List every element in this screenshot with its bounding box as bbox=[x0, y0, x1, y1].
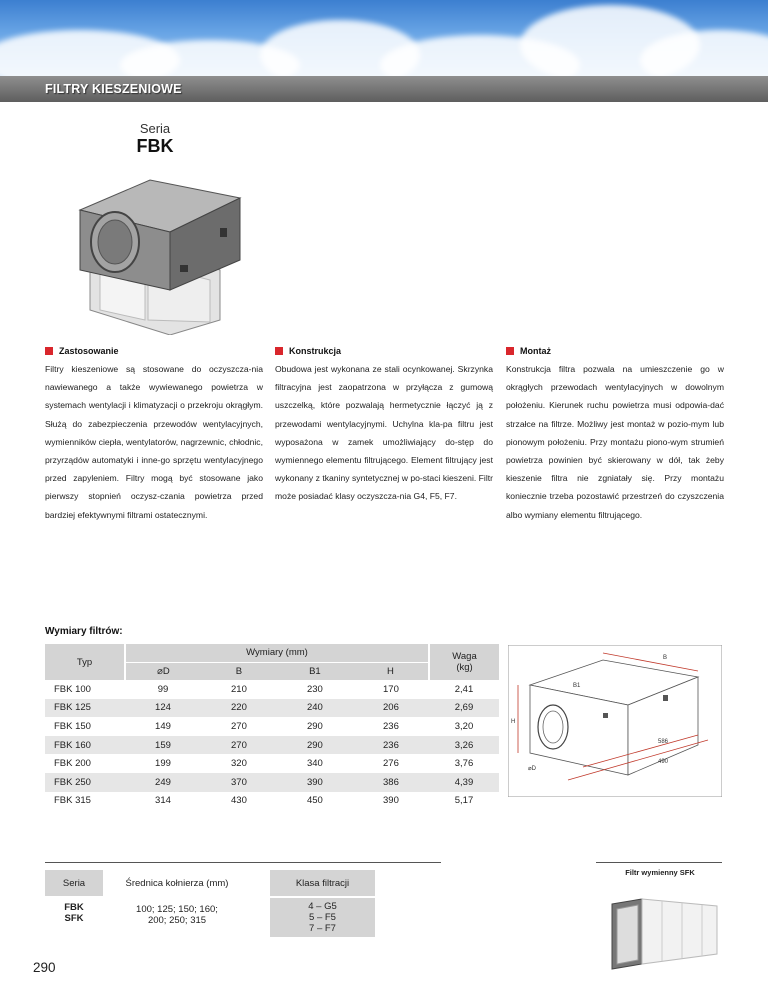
table-cell: 340 bbox=[306, 758, 323, 770]
section-text: Konstrukcja filtra pozwala na umieszczenie go w okrągłych przewodach wentylacyjnych w dowolnym położeniu. Kierunek ruchu powietrza musi odpowia-dać strzałce na filtrze. Możliwy jest montaż w pozio-mym lub pionowym położeniu. Przy montażu piono-wym strumień powietrza powinien być skierowany w dół, tak żeby kieszenie filtra nie zgniatały się. Przy montażu koniecznie trzeba pozostawić przestrzeń do czyszczenia albo wymiany elementu filtrującego. bbox=[506, 364, 724, 520]
table-row bbox=[45, 773, 499, 792]
section-heading-text: Montaż bbox=[520, 346, 551, 356]
section-title-bar bbox=[0, 76, 768, 102]
table-cell: 220 bbox=[201, 699, 277, 718]
table-cell: FBK 125 bbox=[45, 699, 125, 718]
info-class-value: 4 – G5 5 – F5 7 – F7 bbox=[270, 898, 375, 937]
table-cell: 4,39 bbox=[429, 773, 499, 792]
table-row bbox=[45, 699, 499, 718]
dimension-diagram bbox=[508, 645, 722, 797]
label-b1: B1 bbox=[573, 683, 581, 689]
red-square-icon bbox=[506, 347, 514, 355]
table-cell: FBK 315 bbox=[54, 795, 91, 807]
table-cell: 249 bbox=[125, 773, 201, 792]
table-row bbox=[45, 754, 499, 773]
table-cell: 276 bbox=[383, 758, 399, 770]
section-montaz bbox=[506, 346, 724, 524]
series-name: FBK bbox=[136, 136, 174, 156]
section-zastosowanie bbox=[45, 346, 263, 524]
table-cell: 206 bbox=[353, 699, 429, 718]
table-cell: 5,17 bbox=[454, 795, 474, 807]
table-cell: 3,20 bbox=[454, 720, 474, 732]
table-cell: FBK 160 bbox=[45, 736, 125, 755]
table-cell: 159 bbox=[125, 736, 201, 755]
column-header-b: B bbox=[201, 662, 277, 680]
table-cell: 290 bbox=[277, 736, 353, 755]
info-separator bbox=[45, 862, 441, 863]
info-diameter-value: 100; 125; 150; 160; 200; 250; 315 bbox=[136, 904, 218, 926]
table-cell: 236 bbox=[353, 736, 429, 755]
column-header-group: Wymiary (mm) bbox=[125, 644, 429, 662]
table-cell: 3,76 bbox=[454, 758, 474, 770]
info-header-class: Klasa filtracji bbox=[270, 870, 375, 896]
table-row bbox=[45, 717, 499, 736]
table-cell: 390 bbox=[277, 773, 353, 792]
section-heading-text: Konstrukcja bbox=[289, 346, 342, 356]
red-square-icon bbox=[275, 347, 283, 355]
table-cell: 450 bbox=[306, 795, 323, 807]
table-cell: 290 bbox=[306, 720, 323, 732]
table-cell: FBK 200 bbox=[54, 758, 91, 770]
product-photo bbox=[60, 170, 260, 335]
dimensions-title: Wymiary filtrów: bbox=[45, 626, 123, 637]
column-header-typ: Typ bbox=[45, 644, 125, 680]
table-row bbox=[45, 680, 499, 699]
table-row bbox=[45, 792, 499, 811]
page-number: 290 bbox=[33, 960, 56, 975]
table-cell: 240 bbox=[277, 699, 353, 718]
table-cell: 3,26 bbox=[429, 736, 499, 755]
label-d: ⌀D bbox=[528, 766, 536, 772]
section-heading-text: Zastosowanie bbox=[59, 346, 119, 356]
replacement-filter-photo bbox=[602, 884, 722, 974]
section-heading-montaz bbox=[506, 346, 724, 356]
section-konstrukcja bbox=[275, 346, 493, 506]
label-586: 586 bbox=[658, 739, 669, 745]
column-header-d: ⌀D bbox=[125, 662, 201, 680]
table-cell: 124 bbox=[125, 699, 201, 718]
table-cell: FBK 100 bbox=[54, 683, 91, 695]
table-cell: 270 bbox=[231, 720, 247, 732]
label-490: 490 bbox=[658, 759, 669, 765]
table-cell: 210 bbox=[231, 683, 247, 695]
header-sky-banner bbox=[0, 0, 768, 76]
table-cell: 314 bbox=[155, 795, 171, 807]
table-cell: 386 bbox=[353, 773, 429, 792]
table-cell: 199 bbox=[155, 758, 171, 770]
section-text: Obudowa jest wykonana ze stali ocynkowanej. Skrzynka filtracyjna jest zaopatrzona w przyłącza z gumową uszczelką, które pozwalają hermetycznie łączyć ją z przewodami wentylacyjnymi. Uchylna kla-pa filtru jest wyposażona w zamek umożliwiający do-stęp do wymiennego elementu filtrującego. Element filtrujący jest wykonany z tkaniny syntetycznej w po-staci kieszeni. Filtr może posiadać klasy oczyszcza-nia G4, F5, F7. bbox=[275, 364, 493, 502]
table-cell: 390 bbox=[383, 795, 399, 807]
table-cell: FBK 150 bbox=[54, 720, 91, 732]
table-cell: 230 bbox=[306, 683, 323, 695]
section-heading-zastosowanie bbox=[45, 346, 263, 356]
table-cell: 430 bbox=[231, 795, 247, 807]
section-text: Filtry kieszeniowe są stosowane do oczyszcza-nia nawiewanego a także wywiewanego powietrza w systemach wentylacji i klimatyzacji o przekroju okrągłym. Służą do zabezpieczenia przewodów wentylacyjnych, wymienników ciepła, wentylatorów, nagrzewnic, chłodnic, przyrządów automatyki i inne-go sprzętu wentylacyjnego przed zapyleniem. Filtry mogą być stosowane jako pierwszy stopnień oczysz-czania powietrza przed bardziej efektywnymi filtrami ostatecznymi. bbox=[45, 364, 263, 520]
info-header-series: Seria bbox=[45, 870, 103, 896]
replacement-title: Filtr wymienny SFK bbox=[625, 868, 695, 877]
column-header-h: H bbox=[353, 662, 429, 680]
section-title: FILTRY KIESZENIOWE bbox=[45, 82, 182, 96]
table-cell: 236 bbox=[383, 720, 399, 732]
series-label: Seria bbox=[139, 121, 171, 136]
table-cell: 2,69 bbox=[429, 699, 499, 718]
column-header-b1: B1 bbox=[277, 662, 353, 680]
table-cell: FBK 250 bbox=[45, 773, 125, 792]
info-series-value: FBK SFK bbox=[64, 902, 84, 924]
section-heading-konstrukcja bbox=[275, 346, 493, 356]
info-header-diameter: Średnica kołnierza (mm) bbox=[125, 877, 229, 889]
table-cell: 270 bbox=[201, 736, 277, 755]
table-cell: 99 bbox=[157, 683, 169, 695]
dimensions-table bbox=[45, 644, 499, 810]
label-h: H bbox=[511, 719, 516, 725]
replacement-separator bbox=[596, 862, 722, 863]
table-cell: 370 bbox=[201, 773, 277, 792]
table-cell: 320 bbox=[231, 758, 247, 770]
table-cell: 170 bbox=[383, 683, 399, 695]
table-cell: 149 bbox=[155, 720, 171, 732]
column-header-weight: Waga (kg) bbox=[429, 644, 499, 680]
red-square-icon bbox=[45, 347, 53, 355]
table-cell: 2,41 bbox=[454, 683, 474, 695]
table-row bbox=[45, 736, 499, 755]
label-b: B bbox=[663, 655, 668, 661]
